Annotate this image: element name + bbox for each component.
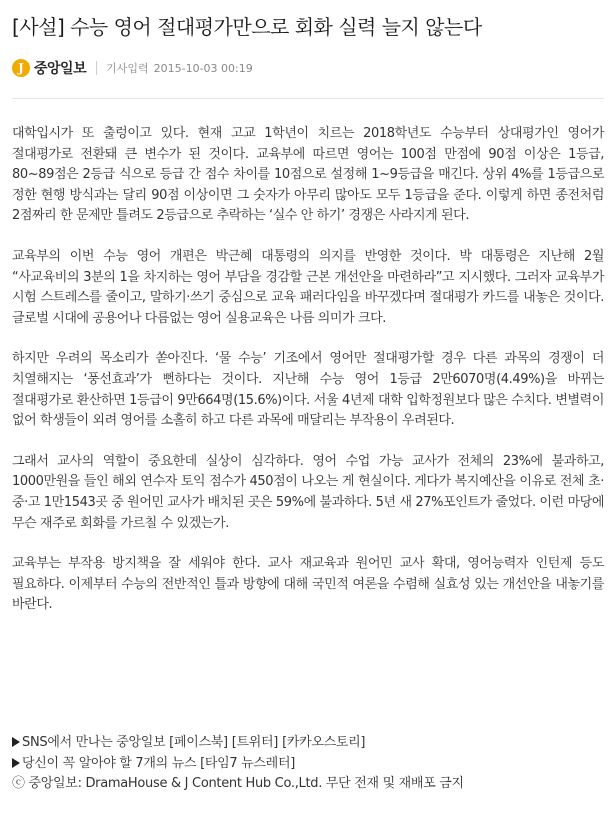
- copyright: ⓒ 중앙일보: DramaHouse & J Content Hub Co.,Ltd. 무단 전재 및 재배포 금지: [12, 776, 464, 792]
- sns-intro: SNS에서 만나는 중앙일보: [22, 735, 166, 750]
- publisher-name: 중앙일보: [34, 61, 87, 77]
- article-paragraph: 교육부의 이번 수능 영어 개편은 박근혜 대통령의 의지를 반영한 것이다. 박 대통령은 지난해 2월 “사교육비의 3분의 1을 차지하는 영어 부담을 경감할 근본 개선안을 마련하라”고 지시했다. 그러자 교육부가 시험 스트레스를 줄이고, 말하기·쓰기 중심으로 교육 패러다임을 바꾸겠다며 절대평가 카드를 내놓은 것이다. 글로벌 시대에 공용어나 다름없는 영어 실용교육은 나름 의미가 크다.: [12, 248, 604, 326]
- publish-date: 2015-10-03 00:19: [153, 62, 253, 75]
- article-paragraph: 대학입시가 또 출렁이고 있다. 현재 고교 1학년이 치르는 2018학년도 수능부터 상대평가인 영어가 절대평가로 전환돼 큰 변수가 된 것이다. 교육부에 따르면 영어는 100점 만점에 90점 이상은 1등급, 80~89점은 2등급 식으로 등급 간 점수 차이를 10점으로 설정해 1~9등급을 매긴다. 상위 4%를 1등급으로 정한 현행 방식과는 달리 90점 이상이면 그 숫자가 아무리 많아도 모두 1등급을 준다. 이렇게 하면 종전처럼 2점짜리 한 문제만 틀려도 2등급으로 추락하는 ‘실수 안 하기’ 경쟁은 사라지게 된다.: [12, 126, 604, 224]
- triangle-bullet-icon: [12, 737, 20, 747]
- sns-row: [12, 733, 608, 754]
- facebook-link[interactable]: [페이스북]: [169, 735, 228, 750]
- kakaostory-link[interactable]: [카카오스토리]: [282, 735, 366, 750]
- date-label: 기사입력: [106, 62, 149, 75]
- joongang-logo-icon: J: [12, 59, 30, 77]
- article-meta: [12, 56, 253, 80]
- article-paragraph: 교육부는 부작용 방지책을 잘 세워야 한다. 교사 재교육과 원어민 교사 확대, 영어능력자 인턴제 등도 필요하다. 이제부터 수능의 전반적인 틀과 방향에 대해 국민적 여론을 수렴해 실효성 있는 개선안을 내놓기를 바란다.: [12, 556, 604, 613]
- newsletter-link[interactable]: [타임7 뉴스레터]: [200, 755, 295, 771]
- article-dateline: [106, 60, 253, 76]
- twitter-link[interactable]: [트위터]: [231, 735, 279, 750]
- triangle-bullet-icon: [12, 758, 20, 768]
- article-body: [12, 124, 604, 636]
- publisher-logo[interactable]: [12, 58, 86, 78]
- article-paragraph: 그래서 교사의 역할이 중요한데 실상이 심각하다. 영어 수업 가능 교사가 전체의 23%에 불과하고, 1000만원을 들인 해외 연수자 토익 점수가 450점이 나오는 게 현실이다. 게다가 복지예산을 이유로 전체 초·중·고 1만1543곳 중 원어민 교사가 배치된 곳은 59%에 불과하다. 5년 새 27%포인트가 줄었다. 이런 마당에 무슨 재주로 회화를 가르칠 수 있겠는가.: [12, 453, 604, 531]
- article-paragraph: 하지만 우려의 목소리가 쏟아진다. ‘물 수능’ 기조에서 영어만 절대평가할 경우 다른 과목의 경쟁이 더 치열해지는 ‘풍선효과’가 뻔하다는 것이다. 지난해 수능 영어 1등급 2만6070명(4.49%)을 바뀌는 절대평가로 환산하면 1등급이 9만664명(15.6%)이다. 서울 4년제 대학 입학정원보다 많은 수치다. 변별력이 없어 학생들이 외려 영어를 소홀히 하고 다른 과목에 매달리는 부작용이 우려된다.: [12, 351, 604, 429]
- news-intro: 당신이 꼭 알아야 할 7개의 뉴스: [22, 755, 197, 771]
- article-title: [사설] 수능 영어 절대평가만으로 회화 실력 늘지 않는다: [12, 15, 482, 39]
- article-footer: [12, 733, 608, 795]
- meta-divider: [96, 61, 97, 75]
- header-divider: [12, 98, 604, 99]
- news-row: [12, 754, 608, 775]
